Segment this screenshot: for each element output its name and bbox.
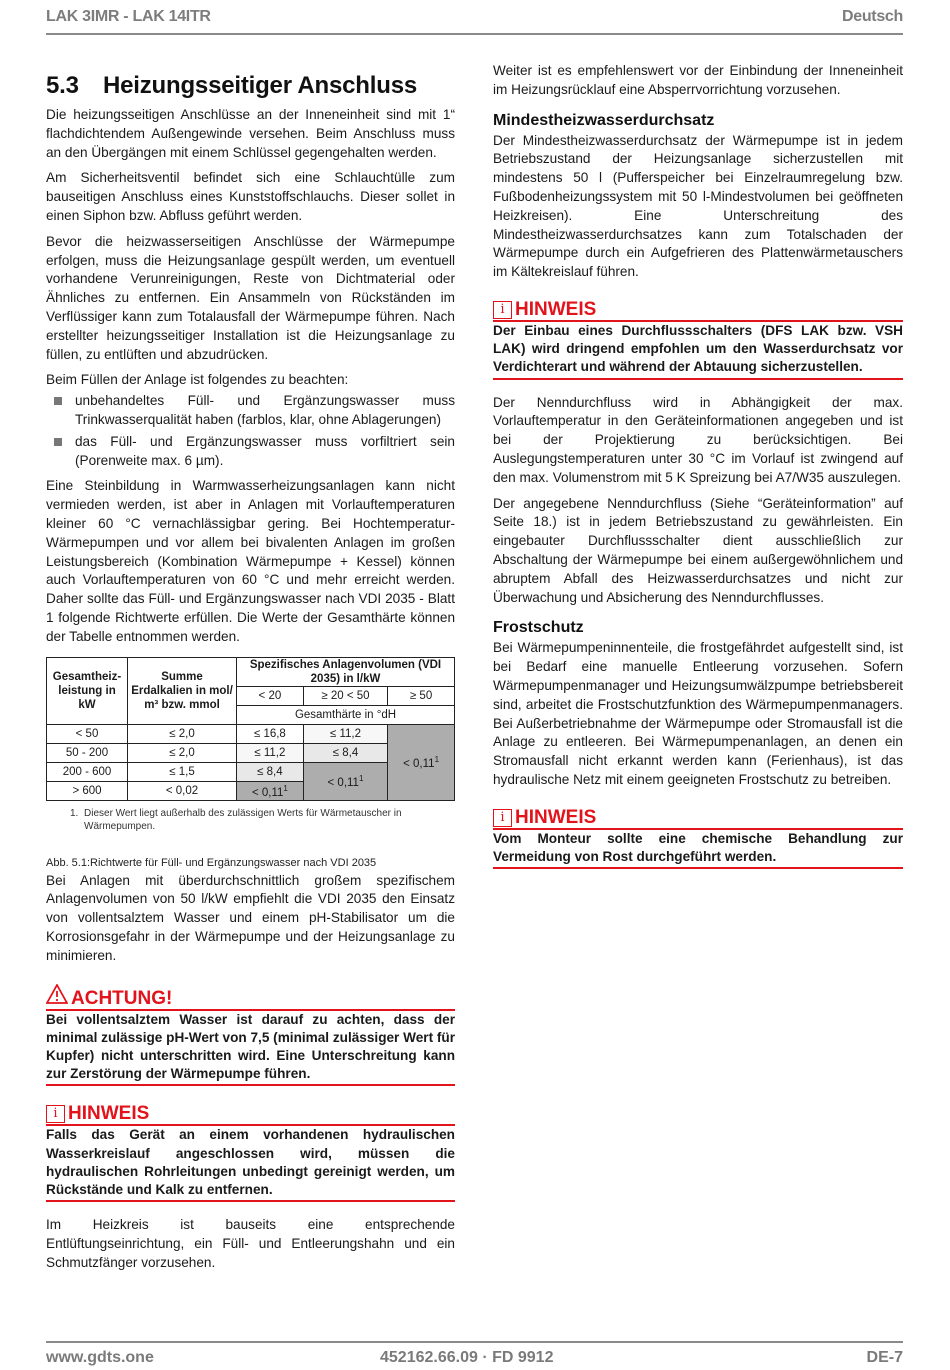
cell-v2-merged: < $0,11^1$ [303,762,387,800]
paragraph: Der Mindestheizwasserdurchsatz der Wärmepumpe ist in jedem Betriebszustand der Heizungsanlage sicherzustellen mit mindestens 50 l (Pufferspeicher bei Einzelraumregelung bzw. Fußbodenheizungssystem mit 50 l-Mindestvolumen bei geöffneten Heizkreisen). Eine Unterschreitung des Mindestheizwasserdurchsatzes kann zum Totalschaden der Wärmepumpe durch ein Aufgefrieren des Plattenwärmetauschers im Kältekreislauf führen. [493,132,903,280]
info-box-icon: i [493,809,512,827]
notice-box [493,300,903,380]
cell-v1: < $0,11^1$ [237,781,304,800]
list-item [46,433,455,471]
info-box-icon: i [46,1105,65,1123]
bullet-list [46,392,455,470]
square-bullet-icon [54,397,62,405]
cell-sum: ≤ 2,0 [128,724,237,743]
notice-title: HINWEIS [515,298,597,320]
warning-body: Bei vollentsalztem Wasser ist darauf zu achten, dass der minimal zulässige pH-Wert von 7,5 (minimal zulässiger Wert für Kupfer) nicht unterschritten wird. Eine Unterschreitung kann zur Zerstörung der Wärmepumpe führen. [46,1011,455,1087]
paragraph: Weiter ist es empfehlenswert vor der Einbindung der Inneneinheit im Heizungsrücklauf eine Absperrvorrichtung vorzusehen. [493,63,903,97]
cell-v1: ≤ 8,4 [237,762,304,781]
cell-sum: ≤ 2,0 [128,743,237,762]
list-item-text: unbehandeltes Füll- und Ergänzungswasser muss Trinkwasserqualität haben (farblos, klar, ohne Ablagerungen) [75,393,455,427]
subheading-min-flow: Mindestheizwasserdurchsatz [493,111,715,129]
paragraph: Eine Steinbildung in Warmwasserheizungsanlagen kann nicht vermieden werden, ist aber in Anlagen mit Vorlauftemperaturen kleiner 60 °C vernachlässigbar gering. Bei Hochtemperatur-Wärmepumpen und vor allem bei bivalenten Anlagen im großen Leistungsbereich (Kombination Wärmepumpe + Kessel) können auch Vorlauftemperaturen von 60 °C und mehr erreicht werden. Daher sollte das Füll- und Ergänzungswasser nach VDI 2035 - Blatt 1 folgende Richtwerte erfüllen. Die Werte der Gesamthärte können der Tabelle entnommen werden. [46,478,455,644]
footnote-number: 1. [70,807,79,819]
cell-v2: ≤ 11,2 [303,724,387,743]
cell-v3-merged: < $0,11^1$ [388,724,455,800]
paragraph: Im Heizkreis ist bauseits eine entsprechende Entlüftungseinrichtung, ein Füll- und Entleerungshahn und ein Schmutzfänger vorzusehen. [46,1217,455,1270]
left-column [46,62,455,1280]
col-header-hardness: Gesamthärte in °dH [237,705,455,724]
paragraph: Die heizungsseitigen Anschlüsse an der Inneneinheit sind mit 1“ flachdichtendem Außengewinde versehen. Beim Anschluss muss an den Übergängen mit einem Schlüssel gegengehalten werden. [46,107,455,160]
warning-box [46,984,455,1087]
header-language: Deutsch [841,8,903,25]
cell-power: 200 - 600 [47,762,128,781]
square-bullet-icon [54,438,62,446]
footer-page-number: DE-7 [866,1349,903,1366]
paragraph: Beim Füllen der Anlage ist folgendes zu beachten: [46,372,349,388]
col-header-power: Gesamtheiz-leistung in kW [47,657,128,724]
section-number: 5.3 [46,72,79,99]
cell-v2: ≤ 8,4 [303,743,387,762]
right-column [493,62,903,883]
notice-box [46,1104,455,1202]
paragraph: Der Nenndurchfluss wird in Abhängigkeit der max. Vorlauftemperatur in den Geräteinformationen angegeben und ist bei der Projektierung zu berücksichtigen. Bei Auslegungstemperaturen unter 30 °C im Vorlauf ist zwingend auf den max. Volumenstrom mit 5 K Spreizung bei A7/W35 auszulegen. [493,394,903,485]
cell-v1: ≤ 11,2 [237,743,304,762]
paragraph: Bei Anlagen mit überdurchschnittlich großem spezifischem Anlagenvolumen von 50 l/kW empfiehlt die VDI 2035 den Einsatz von vollentsalztem Wasser und einem pH-Stabilisator um die Korrosionsgefahr in der Wärmepumpe und der Heizungsanlage zu minimieren. [46,872,455,963]
cell-sum: ≤ 1,5 [128,762,237,781]
notice-body: Vom Monteur sollte eine chemische Behandlung zur Vermeidung von Rost durchgeführt werden. [493,830,903,869]
water-hardness-table [46,657,455,801]
cell-power: 50 - 200 [47,743,128,762]
notice-box [493,808,903,869]
section-title-text: Heizungsseitiger Anschluss [103,72,417,99]
col-header-v2: ≥ 20 < 50 [303,686,387,705]
cell-power: > 600 [47,781,128,800]
figure-caption: Abb. 5.1:Richtwerte für Füll- und Ergänzungswasser nach VDI 2035 [46,856,377,869]
col-header-volume: Spezifisches Anlagenvolumen (VDI 2035) in l/kW [237,657,455,686]
col-header-v1: < 20 [237,686,304,705]
info-box-icon: i [493,301,512,319]
table-row [47,724,455,743]
list-item [46,392,455,430]
paragraph: Bevor die heizwasserseitigen Anschlüsse der Wärmepumpe erfolgen, muss die Heizungsanlage gespült werden, um eventuell vorhandene Verunreinigungen, Reste von Dichtmaterial oder Ähnliches zu entfernen. Ein Ansammeln von Rückständen im Verflüssiger kann zum Totalausfall der Wärmepumpe führen. Nach erstellter heizungsseitiger Installation ist die Heizungsanlage zu füllen, zu entlüften und abzudrücken. [46,233,455,362]
footer-doc-number: 452162.66.09 · FD 9912 [380,1349,554,1366]
cell-power: < 50 [47,724,128,743]
header-product: LAK 3IMR - LAK 14ITR [46,8,211,25]
paragraph: Bei Wärmepumpeninnenteile, die frostgefährdet aufgestellt sind, ist bei Bedarf eine manuelle Entleerung vorzusehen. Sofern Wärmepumpenmanager und Heizungsumwälzpumpe betriebsbereit sind, arbeitet die Frostschutzfunktion des Wärmepumpenmanagers. Bei Außerbetriebnahme der Wärmepumpe oder Stromausfall ist die Anlage zu entleeren. Bei Wärmepumpenanlagen, an denen ein Stromausfall nicht erkannt werden kann (Ferienhaus), ist das hydraulische Netz mit einem geeigneten Frostschutz zu betreiben. [493,640,903,787]
notice-body: Falls das Gerät an einem vorhandenen hydraulischen Wasserkreislauf angeschlossen wird, müssen die hydraulischen Rohrleitungen unbedingt gereinigt werden, um Rückstände und Kalk zu entfernen. [46,1126,455,1202]
subheading-frost: Frostschutz [493,619,584,637]
notice-body: Der Einbau eines Durchflussschalters (DFS LAK bzw. VSH LAK) wird dringend empfohlen um den Wasserdurchsatz vor Verdichterart und während der Abtauung sicherzustellen. [493,322,903,380]
col-header-v3: ≥ 50 [388,686,455,705]
notice-title: HINWEIS [515,806,597,828]
paragraph: Am Sicherheitsventil befindet sich eine Schlauchtülle zum bauseitigen Anschluss eines Kunststoffschlauchs. Dieser sollet in einen Siphon bzw. Abfluss geführt werden. [46,170,455,223]
paragraph: Der angegebene Nenndurchfluss (Siehe “Geräteinformation” auf Seite 18.) ist in jedem Betriebszustand zu gewährleisten. Ein eingebauter Durchflussschalter dient ausschließlich zur Abschaltung der Wärmepumpe bei einem außergewöhnlichem und abruptem Abfall des Heizwasserdurchsatzes und nicht zur Überwachung und Absicherung des Nenndurchflusses. [493,495,903,605]
warning-title: ACHTUNG! [71,987,173,1009]
notice-title: HINWEIS [68,1103,150,1125]
table-footnote [46,807,455,833]
page-header [46,6,903,35]
footnote-text: Dieser Wert liegt außerhalb des zulässigen Werts für Wärmetauscher in Wärmepumpen. [84,807,402,832]
warning-triangle-icon [46,984,68,1009]
footer-website: www.gdts.one [46,1349,154,1366]
cell-sum: < 0,02 [128,781,237,800]
list-item-text: das Füll- und Ergänzungswasser muss vorfiltriert sein (Porenweite max. 6 µm). [75,433,455,468]
cell-v1: ≤ 16,8 [237,724,304,743]
col-header-sum: Summe Erdalkalien in mol/ m³ bzw. mmol [128,657,237,724]
section-title [46,72,455,100]
page-footer [46,1341,903,1369]
